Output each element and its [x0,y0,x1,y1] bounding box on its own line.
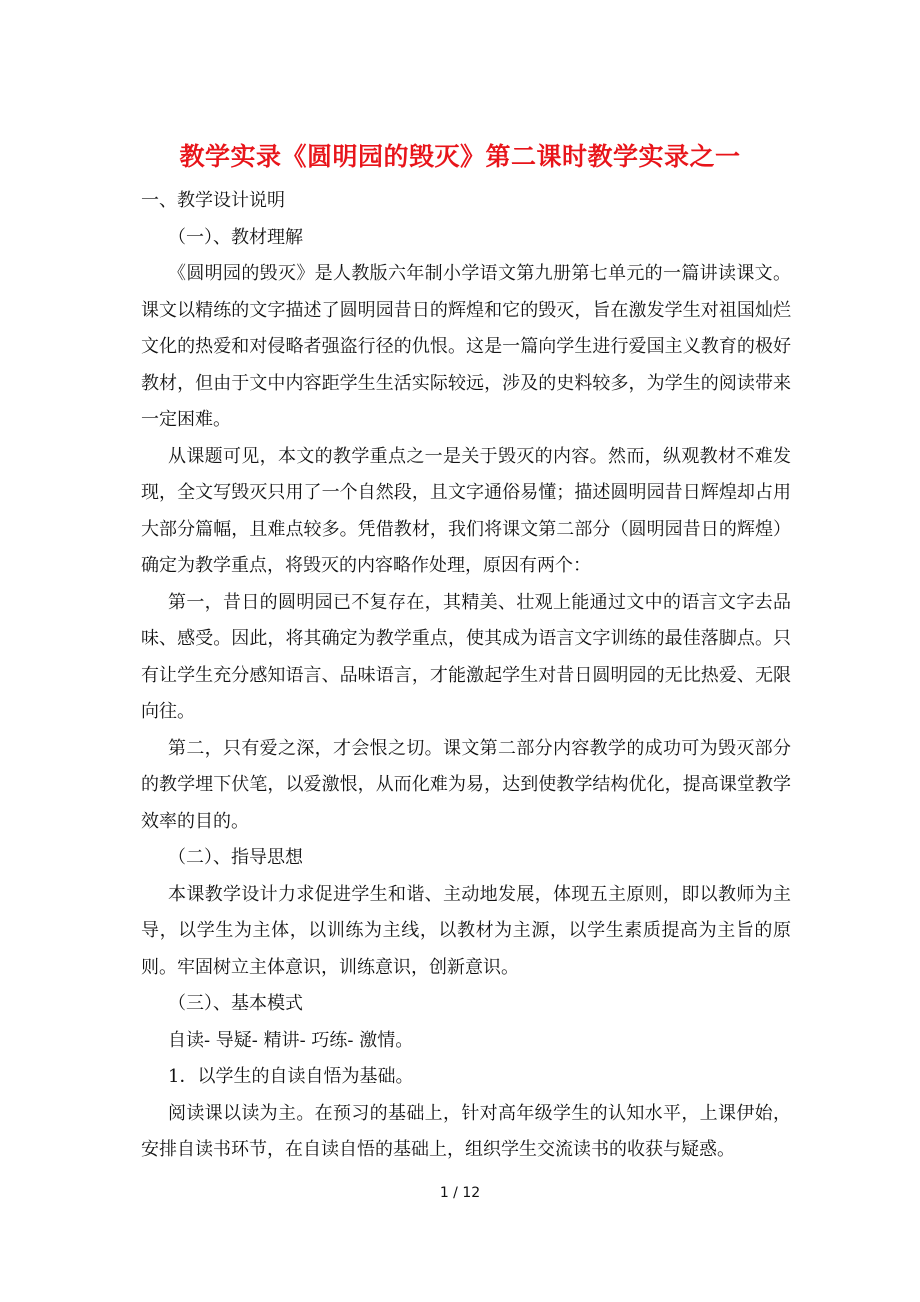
document-body [141,183,791,1169]
subsection-heading: （二）、指导思想 [168,847,303,868]
paragraph: 自读- 导疑- 精讲- 巧练- 激情。 [168,1029,414,1051]
paragraph: 阅读课以读为主。在预习的基础上，针对高年级学生的认知水平，上课伊始，安排自读书环节，在自读自悟的基础上，组织学生交流读书的收获与疑惑。 [141,1102,791,1160]
paragraph: 第一，昔日的圆明园已不复存在，其精美、壮观上能通过文中的语言文字去品味、感受。因此，将其确定为教学重点，使其成为语言文字训练的最佳落脚点。只有让学生充分感知语言、品味语言，才能激起学生对昔日圆明园的无比热爱、无限向往。 [141,591,791,722]
page-indicator: 1 / 12 [439,1185,481,1201]
paragraph: 从课题可见，本文的教学重点之一是关于毁灭的内容。然而，纵观教材不难发现，全文写毁灭只用了一个自然段，且文字通俗易懂；描述圆明园昔日辉煌却占用大部分篇幅，且难点较多。凭借教材，我们将课文第二部分（圆明园昔日的辉煌）确定为教学重点，将毁灭的内容略作处理，原因有两个： [141,445,791,576]
paragraph: 第二，只有爱之深，才会恨之切。课文第二部分内容教学的成功可为毁灭部分的教学埋下伏笔，以爱激恨，从而化难为易，达到使教学结构优化，提高课堂教学效率的目的。 [141,737,791,832]
paragraph: 《圆明园的毁灭》是人教版六年制小学语文第九册第七单元的一篇讲读课文。课文以精练的文字描述了圆明园昔日的辉煌和它的毁灭，旨在激发学生对祖国灿烂文化的热爱和对侵略者强盗行径的仇恨。这是一篇向学生进行爱国主义教育的极好教材，但由于文中内容距学生生活实际较远，涉及的史料较多，为学生的阅读带来一定困难。 [141,263,791,430]
document-title: 教学实录《圆明园的毁灭》第二课时教学实录之一 [179,142,741,171]
section-heading: 一、教学设计说明 [141,190,285,211]
paragraph: 1．以学生的自读自悟为基础。 [168,1066,414,1087]
subsection-heading: （三）、基本模式 [168,993,303,1014]
paragraph: 本课教学设计力求促进学生和谐、主动地发展，体现五主原则，即以教师为主导，以学生为主体，以训练为主线，以教材为主源，以学生素质提高为主旨的原则。牢固树立主体意识，训练意识，创新意识。 [141,883,791,978]
subsection-heading: （一）、教材理解 [168,226,303,248]
